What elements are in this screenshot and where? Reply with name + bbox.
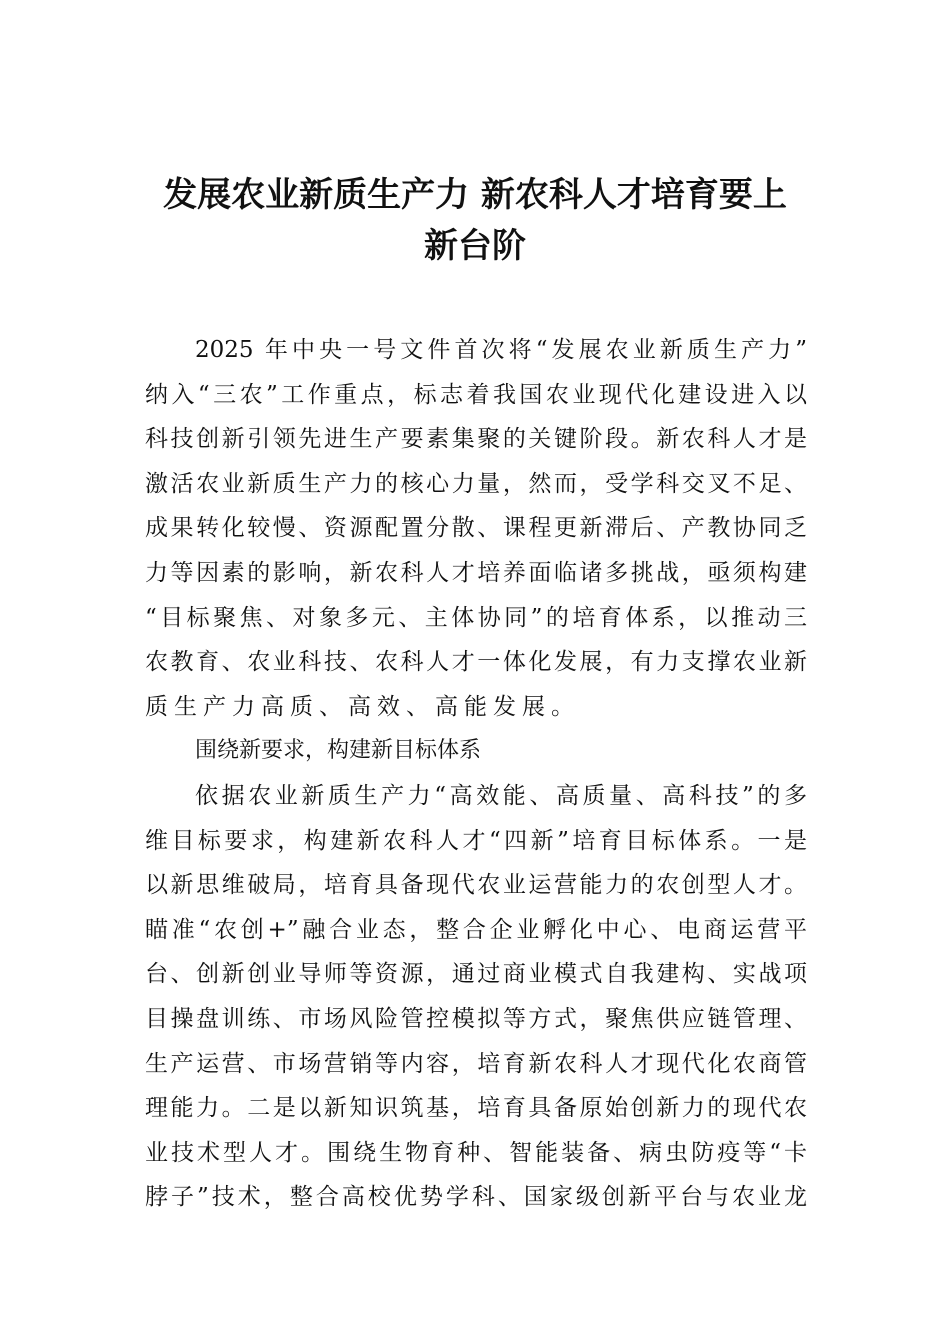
text-line: 以新思维破局，培育具备现代农业运营能力的农创型人才。 <box>145 872 807 899</box>
text-line: “目标聚焦、对象多元、主体协同”的培育体系，以推动三 <box>145 604 807 631</box>
text-line: 业技术型人才。围绕生物育种、智能装备、病虫防疫等“卡 <box>145 1139 807 1166</box>
text-line: 台、创新创业导师等资源，通过商业模式自我建构、实战项 <box>145 961 807 988</box>
text-line: 脖子”技术，整合高校优势学科、国家级创新平台与农业龙 <box>145 1184 807 1211</box>
paragraph-intro <box>145 328 807 729</box>
text-line: 纳入“三农”工作重点，标志着我国农业现代化建设进入以 <box>145 381 807 408</box>
text-line: 生产运营、市场营销等内容，培育新农科人才现代化农商管 <box>145 1050 807 1077</box>
title-line-1: 发展农业新质生产力 新农科人才培育要上 <box>163 175 787 215</box>
text-line: 依据农业新质生产力“高效能、高质量、高科技”的多 <box>195 782 807 809</box>
text-line: 农教育、农业科技、农科人才一体化发展，有力支撑农业新 <box>145 649 807 676</box>
text-line: 力等因素的影响，新农科人才培养面临诸多挑战，亟须构建 <box>145 559 807 586</box>
text-line: 成果转化较慢、资源配置分散、课程更新滞后、产教协同乏 <box>145 515 807 542</box>
text-line: 质生产力高质、高效、高能发展。 <box>145 693 580 720</box>
text-line: 维目标要求，构建新农科人才“四新”培育目标体系。一是 <box>145 827 807 854</box>
text-line: 理能力。二是以新知识筑基，培育具备原始创新力的现代农 <box>145 1095 807 1122</box>
paragraph-goals <box>145 774 807 1220</box>
document-title <box>140 170 810 272</box>
title-line-2: 新台阶 <box>424 226 526 266</box>
text-line: 2025 年中央一号文件首次将“发展农业新质生产力” <box>195 337 807 363</box>
text-line: 目操盘训练、市场风险管控模拟等方式，聚焦供应链管理、 <box>145 1005 807 1032</box>
section-heading: 围绕新要求，构建新目标体系 <box>195 738 482 764</box>
text-line: 科技创新引领先进生产要素集聚的关键阶段。新农科人才是 <box>145 426 807 453</box>
document-body <box>145 328 807 1220</box>
text-line: 瞄准“农创+”融合业态，整合企业孵化中心、电商运营平 <box>145 916 807 943</box>
text-line: 激活农业新质生产力的核心力量，然而，受学科交叉不足、 <box>145 470 807 497</box>
